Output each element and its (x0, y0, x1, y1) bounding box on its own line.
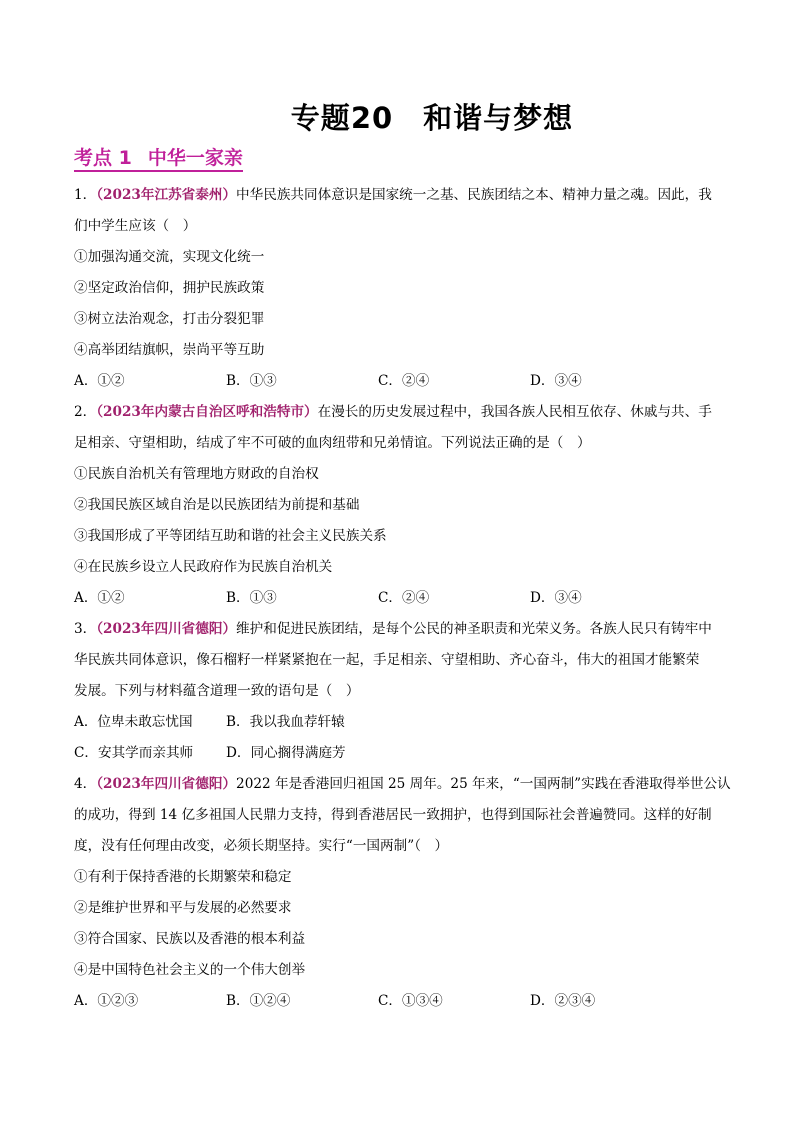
option-d: D．③④ (530, 590, 582, 606)
question-stem: 发展。下列与材料蕴含道理一致的语句是（ ） (74, 683, 360, 699)
answer-options (74, 366, 724, 397)
statement-item: ②坚定政治信仰，拥护民族政策 (74, 280, 265, 296)
question-stem: 在漫长的历史发展过程中，我国各族人民相互依存、休戚与共、手 (317, 404, 712, 420)
section-heading (74, 147, 243, 172)
question-3 (74, 614, 724, 769)
question-number: 4． (74, 776, 97, 792)
question-stem: 2022 年是香港回归祖国 25 周年。25 年来，“一国两制”实践在香港取得举世公认 (236, 776, 731, 792)
option-a: A．①②③ (74, 993, 139, 1009)
question-stem: 维护和促进民族团结，是每个公民的神圣职责和光荣义务。各族人民只有铸牢中 (236, 621, 712, 637)
question-source: （2023年四川省德阳） (96, 621, 237, 637)
question-4 (74, 769, 731, 1017)
statement-item: ③我国形成了平等团结互助和谐的社会主义民族关系 (74, 528, 387, 544)
question-stem: 华民族共同体意识，像石榴籽一样紧紧抱在一起，手足相亲、守望相助、齐心奋斗，伟大的祖国才能繁荣 (74, 652, 700, 668)
option-b: B．我以我血荐轩辕 (226, 714, 345, 730)
option-d: D．同心搁得满庭芳 (226, 745, 346, 761)
statement-item: ④高举团结旗帜，崇尚平等互助 (74, 342, 265, 358)
question-source: （2023年江苏省泰州） (96, 187, 237, 203)
question-source: （2023年四川省德阳） (96, 776, 237, 792)
option-c: C．②④ (378, 590, 430, 606)
question-number: 3． (74, 621, 97, 637)
statement-item: ②是维护世界和平与发展的必然要求 (74, 900, 292, 916)
option-c: C．①③④ (378, 993, 443, 1009)
statement-item: ②我国民族区域自治是以民族团结为前提和基础 (74, 497, 360, 513)
question-source: （2023年内蒙古自治区呼和浩特市） (96, 404, 318, 420)
option-a: A．位卑未敢忘忧国 (74, 714, 193, 730)
answer-options (74, 738, 724, 769)
answer-options (74, 583, 724, 614)
option-b: B．①②④ (226, 993, 291, 1009)
statement-item: ④在民族乡设立人民政府作为民族自治机关 (74, 559, 333, 575)
answer-options (74, 986, 724, 1017)
question-1 (74, 180, 724, 397)
question-stem: 们中学生应该（ ） (74, 218, 197, 234)
option-b: B．①③ (226, 373, 277, 389)
option-a: A．①② (74, 373, 125, 389)
question-stem: 的成功，得到 14 亿多祖国人民鼎力支持，得到香港居民一致拥护，也得到国际社会普遍赞同。这样的好制 (74, 807, 712, 823)
section-name: 中华一家亲 (147, 147, 243, 169)
section-label: 考点 1 (74, 147, 132, 169)
statement-item: ④是中国特色社会主义的一个伟大创举 (74, 962, 306, 978)
option-c: C．安其学而亲其师 (74, 745, 194, 761)
title-prefix: 专题 (290, 101, 351, 135)
option-d: D．②③④ (530, 993, 596, 1009)
question-stem: 足相亲、守望相助，结成了牢不可破的血肉纽带和兄弟情谊。下列说法正确的是（ ） (74, 435, 591, 451)
statement-item: ①民族自治机关有管理地方财政的自治权 (74, 466, 319, 482)
question-stem: 中华民族共同体意识是国家统一之基、民族团结之本、精神力量之魂。因此，我 (236, 187, 712, 203)
question-number: 1． (74, 187, 97, 203)
statement-item: ③树立法治观念，打击分裂犯罪 (74, 311, 265, 327)
title-name: 和谐与梦想 (423, 101, 574, 135)
question-list (74, 180, 731, 1017)
option-b: B．①③ (226, 590, 277, 606)
answer-options (74, 707, 724, 738)
statement-item: ①有利于保持香港的长期繁荣和稳定 (74, 869, 292, 885)
option-a: A．①② (74, 590, 125, 606)
page-title (0, 96, 794, 137)
title-number: 20 (350, 101, 394, 135)
option-d: D．③④ (530, 373, 582, 389)
statement-item: ①加强沟通交流，实现文化统一 (74, 249, 265, 265)
option-c: C．②④ (378, 373, 430, 389)
question-2 (74, 397, 724, 614)
statement-item: ③符合国家、民族以及香港的根本利益 (74, 931, 306, 947)
question-stem: 度，没有任何理由改变，必须长期坚持。实行“一国两制”（ ） (74, 838, 449, 854)
question-number: 2． (74, 404, 97, 420)
